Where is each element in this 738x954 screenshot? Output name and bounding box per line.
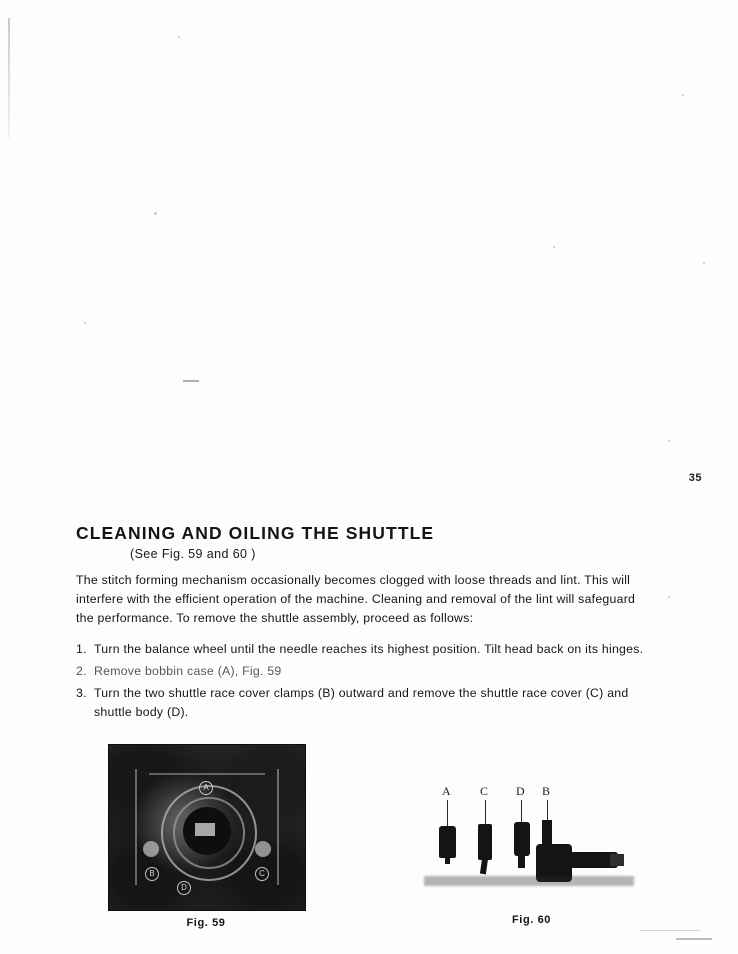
scan-speck bbox=[668, 440, 670, 442]
clamp-screw bbox=[255, 841, 271, 857]
scan-hairline bbox=[183, 380, 199, 382]
race-assembly-arm-tip bbox=[610, 854, 624, 866]
list-item bbox=[76, 640, 656, 659]
figure-59-callout-c: C bbox=[255, 867, 269, 881]
list-item-number: 2. bbox=[76, 664, 87, 679]
scan-speck bbox=[553, 246, 555, 248]
list-item bbox=[76, 662, 656, 681]
needle-plate-edge bbox=[135, 769, 137, 885]
figure-reference-note: (See Fig. 59 and 60 ) bbox=[130, 547, 256, 562]
race-cover-hook bbox=[480, 858, 488, 875]
list-item-number: 3. bbox=[76, 686, 87, 701]
figure-60-photo bbox=[424, 784, 639, 904]
leader-line-d bbox=[521, 800, 522, 822]
figure-59-photo bbox=[108, 744, 306, 911]
shuttle-body-point bbox=[518, 854, 525, 868]
figure-59-callout-d: D bbox=[177, 881, 191, 895]
figure-60-caption: Fig. 60 bbox=[511, 914, 552, 926]
figure-59-callout-b: B bbox=[145, 867, 159, 881]
scan-speck bbox=[84, 322, 86, 324]
intro-paragraph: The stitch forming mechanism occasionally becomes clogged with loose threads and lint. This will interfere with the efficient operation of the machine. Cleaning and removal of the lint will safeguard the performance. To remove the shuttle assembly, proceed as follows: bbox=[76, 573, 636, 626]
list-item-text: Turn the balance wheel until the needle reaches its highest position. Tilt head back on its hinges. bbox=[94, 642, 644, 657]
figure-60-letter-d: D bbox=[516, 784, 525, 798]
leader-line-c bbox=[485, 800, 486, 824]
scan-speck bbox=[682, 94, 684, 96]
list-item bbox=[76, 684, 656, 722]
instruction-list bbox=[76, 640, 656, 722]
list-item-text: Turn the two shuttle race cover clamps (B) outward and remove the shuttle race cover (C) and shuttle body (D). bbox=[94, 686, 629, 720]
scan-smudge bbox=[424, 876, 634, 886]
bobbin-highlight bbox=[195, 823, 215, 836]
scan-speck bbox=[154, 212, 157, 215]
figure-60-letter-c: C bbox=[480, 784, 489, 798]
bobbin-case-tail bbox=[445, 856, 450, 864]
article-body bbox=[76, 524, 656, 725]
leader-line-b bbox=[547, 800, 548, 820]
figure-60-letter-b: B bbox=[542, 784, 551, 798]
scan-speck bbox=[703, 262, 705, 264]
shuttle-body-part bbox=[514, 822, 530, 856]
clamp-screw bbox=[143, 841, 159, 857]
figure-59-caption: Fig. 59 bbox=[186, 917, 226, 929]
scan-edge-artifact bbox=[8, 18, 10, 138]
figure-60 bbox=[424, 784, 639, 926]
scan-hairline bbox=[676, 938, 712, 940]
list-item-number: 1. bbox=[76, 642, 87, 657]
leader-line-a bbox=[447, 800, 448, 826]
needle-plate-edge bbox=[277, 769, 279, 885]
list-item-text: Remove bobbin case (A), Fig. 59 bbox=[94, 664, 282, 679]
scan-speck bbox=[668, 596, 670, 598]
scan-speck bbox=[178, 36, 180, 38]
figure-59 bbox=[108, 744, 304, 929]
race-cover-part bbox=[478, 824, 492, 860]
figures-region bbox=[76, 744, 656, 934]
bobbin-case-part bbox=[439, 826, 456, 858]
figure-60-letter-a: A bbox=[442, 784, 451, 798]
page-number: 35 bbox=[688, 472, 702, 484]
figure-59-callout-a: A bbox=[199, 781, 213, 795]
race-cover-arc bbox=[149, 773, 265, 775]
page-title: CLEANING AND OILING THE SHUTTLE bbox=[76, 523, 435, 543]
